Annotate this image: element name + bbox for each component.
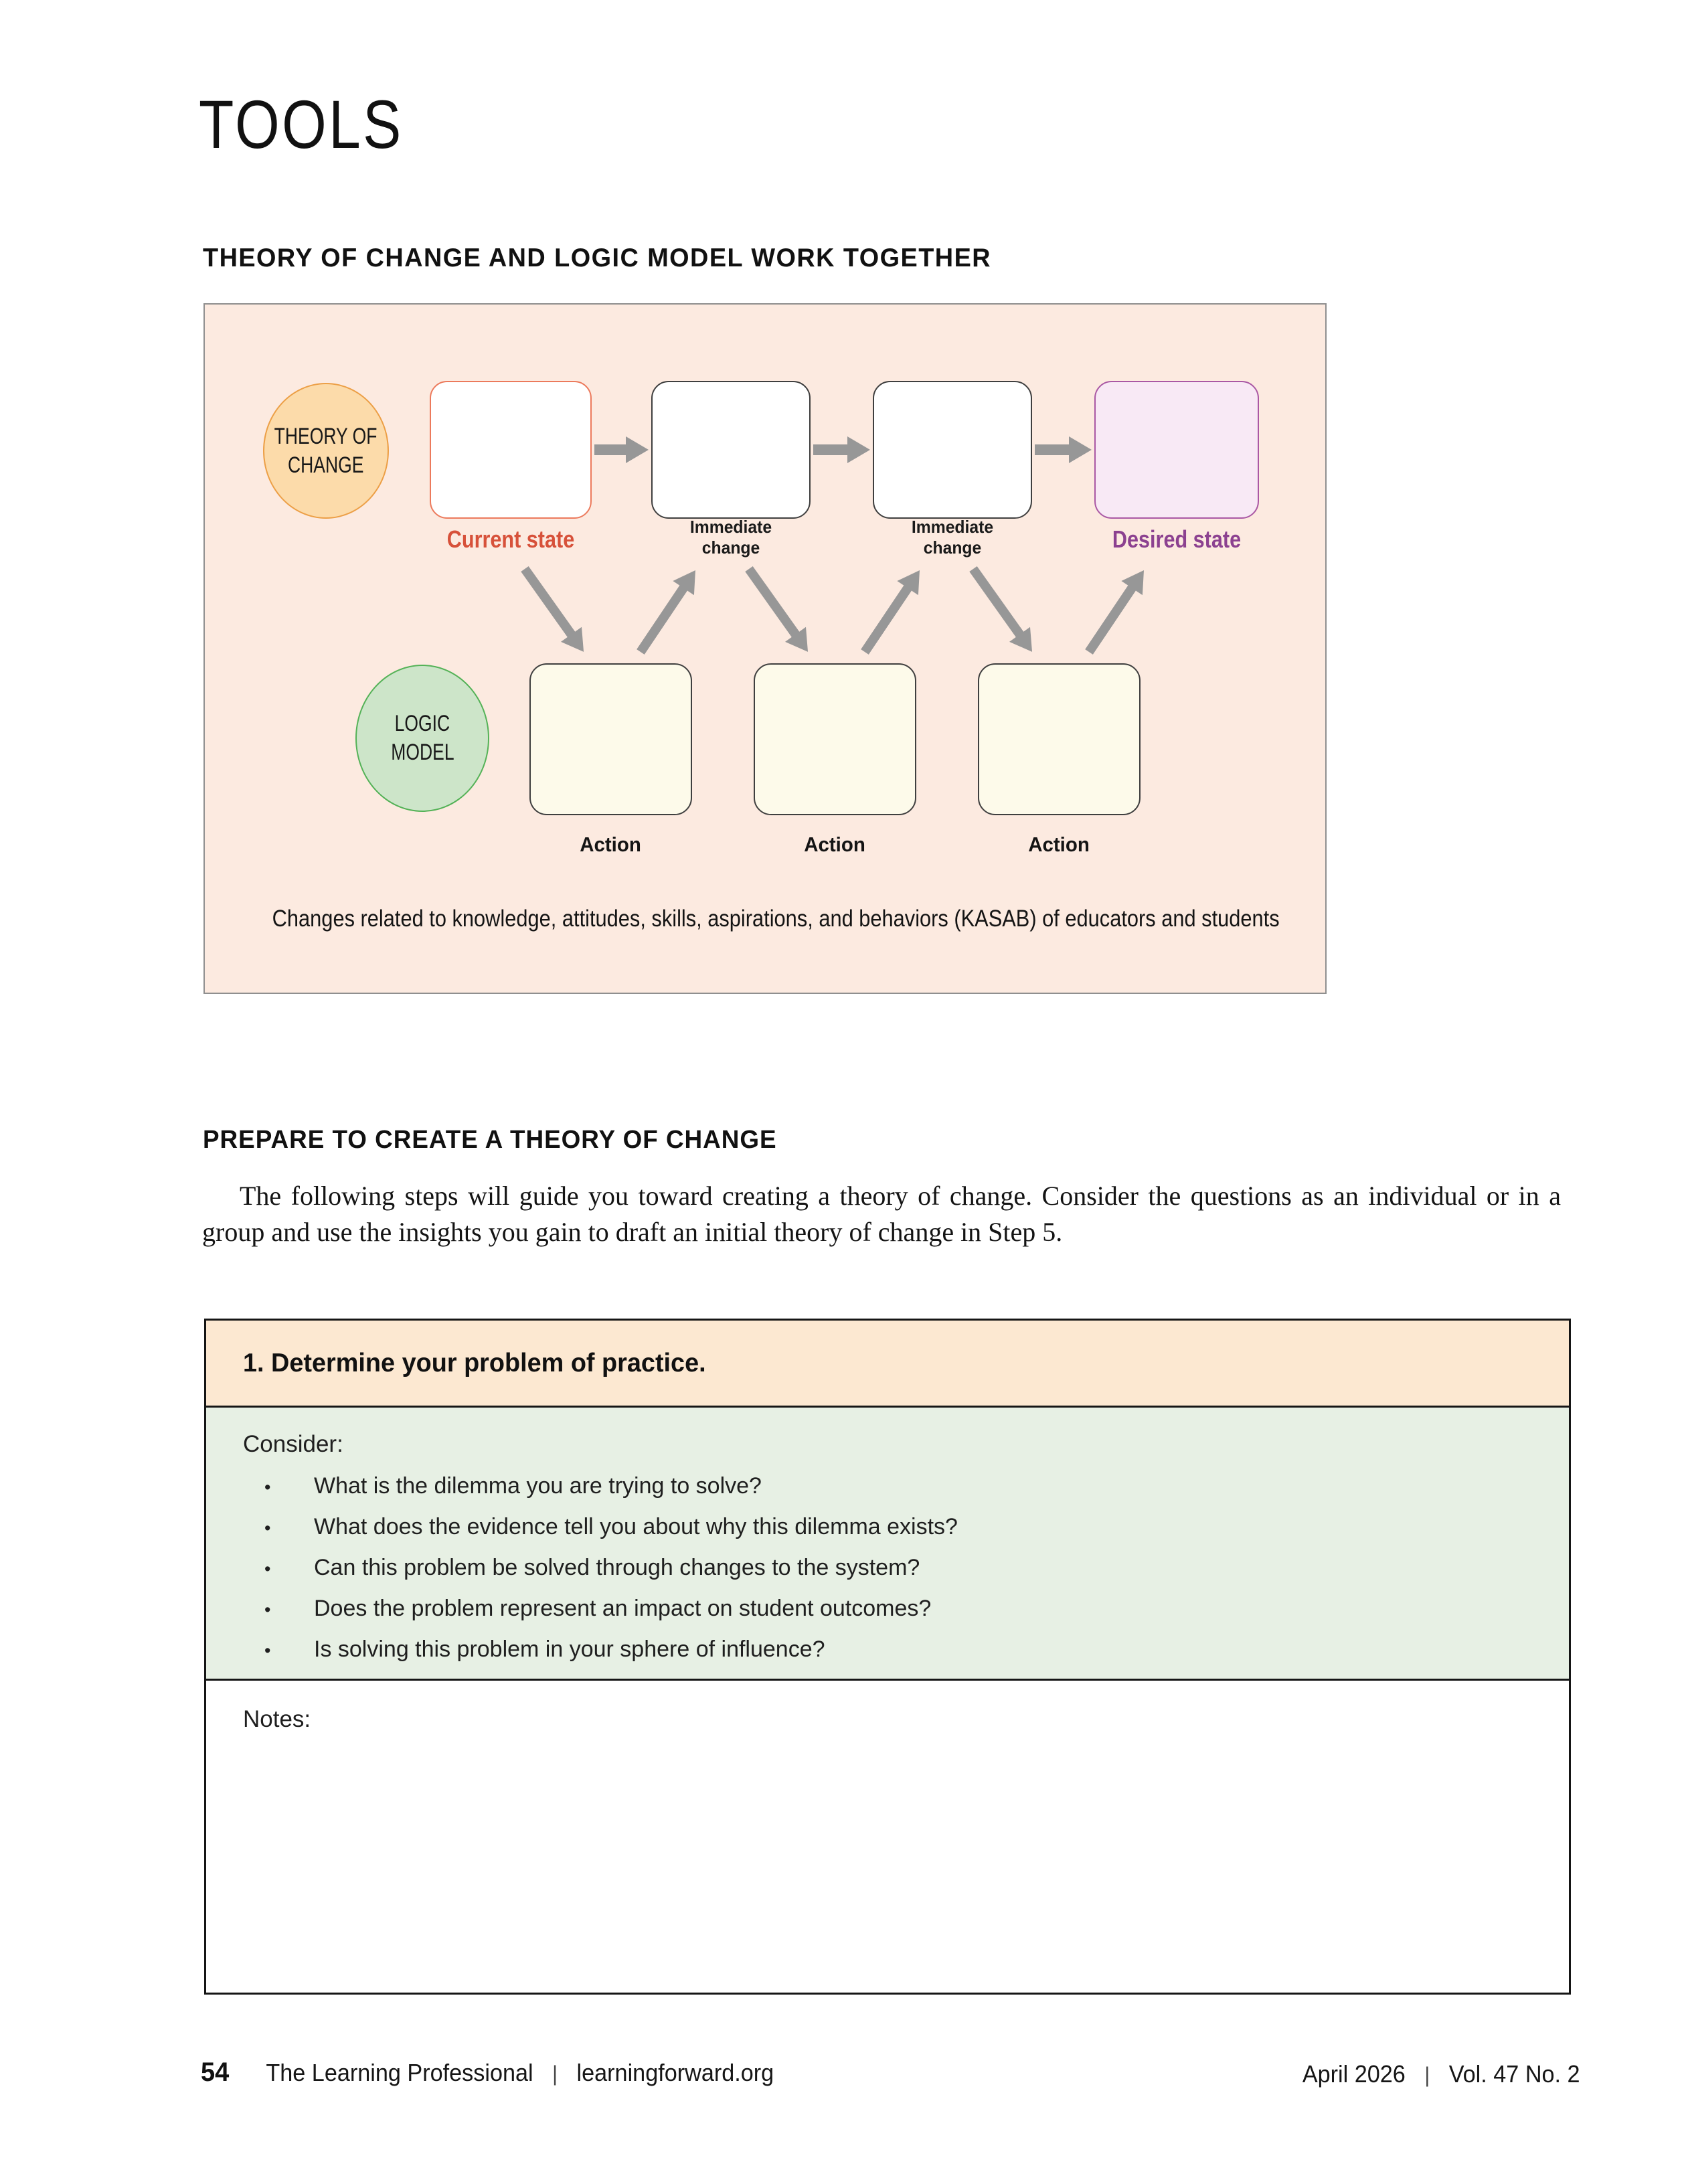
consider-question-text: Is solving this problem in your sphere of influence?: [314, 1636, 825, 1662]
prepare-section-heading: PREPARE TO CREATE A THEORY OF CHANGE: [203, 1126, 777, 1154]
diagonal-arrow-down-icon: [739, 562, 819, 659]
step1-worksheet: [204, 1319, 1571, 1995]
action-label-2: Action: [804, 833, 865, 856]
current-state-box: [430, 381, 592, 519]
diagonal-arrow-up-icon: [630, 563, 706, 659]
action-box-1: [529, 663, 692, 815]
consider-question-item: [243, 1589, 1532, 1630]
logic-circle-label-line1: LOGIC: [394, 711, 450, 736]
theory-of-change-circle: [263, 383, 389, 519]
footer-separator: |: [552, 2062, 558, 2086]
immediate-change-label-1-line2: change: [701, 537, 760, 558]
theory-circle-label-line1: THEORY OF: [274, 423, 377, 449]
publication-name: The Learning Professional: [266, 2059, 533, 2086]
bullet-icon: •: [264, 1600, 271, 1620]
consider-question-text: Does the problem represent an impact on student outcomes?: [314, 1596, 932, 1621]
consider-question-item: [243, 1466, 1532, 1507]
diagonal-arrow-down-icon: [515, 562, 594, 659]
immediate-change-label-1: [629, 517, 833, 558]
bullet-icon: •: [264, 1518, 271, 1538]
immediate-change-label-1-line1: Immediate: [689, 517, 772, 537]
flow-arrow-right-icon: [813, 436, 870, 463]
action-box-3: [978, 663, 1141, 815]
action-label-3: Action: [1028, 833, 1090, 856]
website-text: learningforward.org: [576, 2059, 774, 2086]
diagonal-arrow-up-icon: [854, 563, 930, 659]
immediate-change-label-2-line1: Immediate: [911, 517, 994, 537]
current-state-label: Current state: [446, 525, 575, 553]
diagonal-arrow-up-icon: [1078, 563, 1155, 659]
consider-question-text: Can this problem be solved through changes to the system?: [314, 1555, 920, 1580]
bullet-icon: •: [264, 1477, 271, 1497]
consider-label: Consider:: [243, 1431, 343, 1457]
diagram-section-heading: THEORY OF CHANGE AND LOGIC MODEL WORK TOGETHER: [203, 244, 992, 272]
worksheet-step-header: [206, 1321, 1569, 1408]
volume-number: Vol. 47 No. 2: [1449, 2060, 1580, 2088]
flow-arrow-right-icon: [1035, 436, 1092, 463]
theory-logic-diagram-panel: [203, 303, 1327, 994]
action-label-1: Action: [580, 833, 641, 856]
consider-question-text: What does the evidence tell you about why this dilemma exists?: [314, 1514, 958, 1539]
notes-area: [206, 1681, 1569, 1993]
logic-model-circle: [355, 665, 489, 812]
desired-state-box: [1094, 381, 1259, 519]
footer-right: [1302, 2060, 1580, 2088]
immediate-change-label-2: [851, 517, 1054, 558]
flow-arrow-right-icon: [594, 436, 649, 463]
issue-date: April 2026: [1302, 2060, 1406, 2088]
worksheet-consider-section: [206, 1408, 1569, 1681]
consider-question-item: [243, 1548, 1532, 1589]
footer-separator: |: [1424, 2063, 1430, 2087]
page-kicker-title: TOOLS: [199, 86, 404, 163]
consider-question-item: [243, 1507, 1532, 1548]
consider-question-list: [243, 1466, 1532, 1671]
consider-question-item: [243, 1630, 1532, 1671]
immediate-change-label-2-line2: change: [923, 537, 982, 558]
immediate-change-box-2: [873, 381, 1032, 519]
diagonal-arrow-down-icon: [963, 562, 1043, 659]
bullet-icon: •: [264, 1559, 271, 1579]
desired-state-label: Desired state: [1112, 525, 1242, 553]
bullet-icon: •: [264, 1641, 271, 1661]
action-box-2: [754, 663, 916, 815]
intro-paragraph: The following steps will guide you toward creating a theory of change. Consider the questions as an individual or in a group and use the insights you gain to draft an initial theory of change in Step 5.: [202, 1181, 1561, 1247]
notes-label: Notes:: [243, 1706, 311, 1732]
consider-question-text: What is the dilemma you are trying to solve?: [314, 1473, 762, 1499]
kasab-caption: Changes related to knowledge, attitudes, skills, aspirations, and behaviors (KASAB) of educators and students: [272, 906, 1280, 932]
logic-circle-label-line2: MODEL: [390, 740, 454, 765]
theory-circle-label-line2: CHANGE: [288, 452, 364, 478]
footer-left: [201, 2057, 774, 2088]
immediate-change-box-1: [651, 381, 811, 519]
worksheet-step-title: 1. Determine your problem of practice.: [243, 1348, 706, 1377]
page-number: 54: [201, 2057, 230, 2087]
